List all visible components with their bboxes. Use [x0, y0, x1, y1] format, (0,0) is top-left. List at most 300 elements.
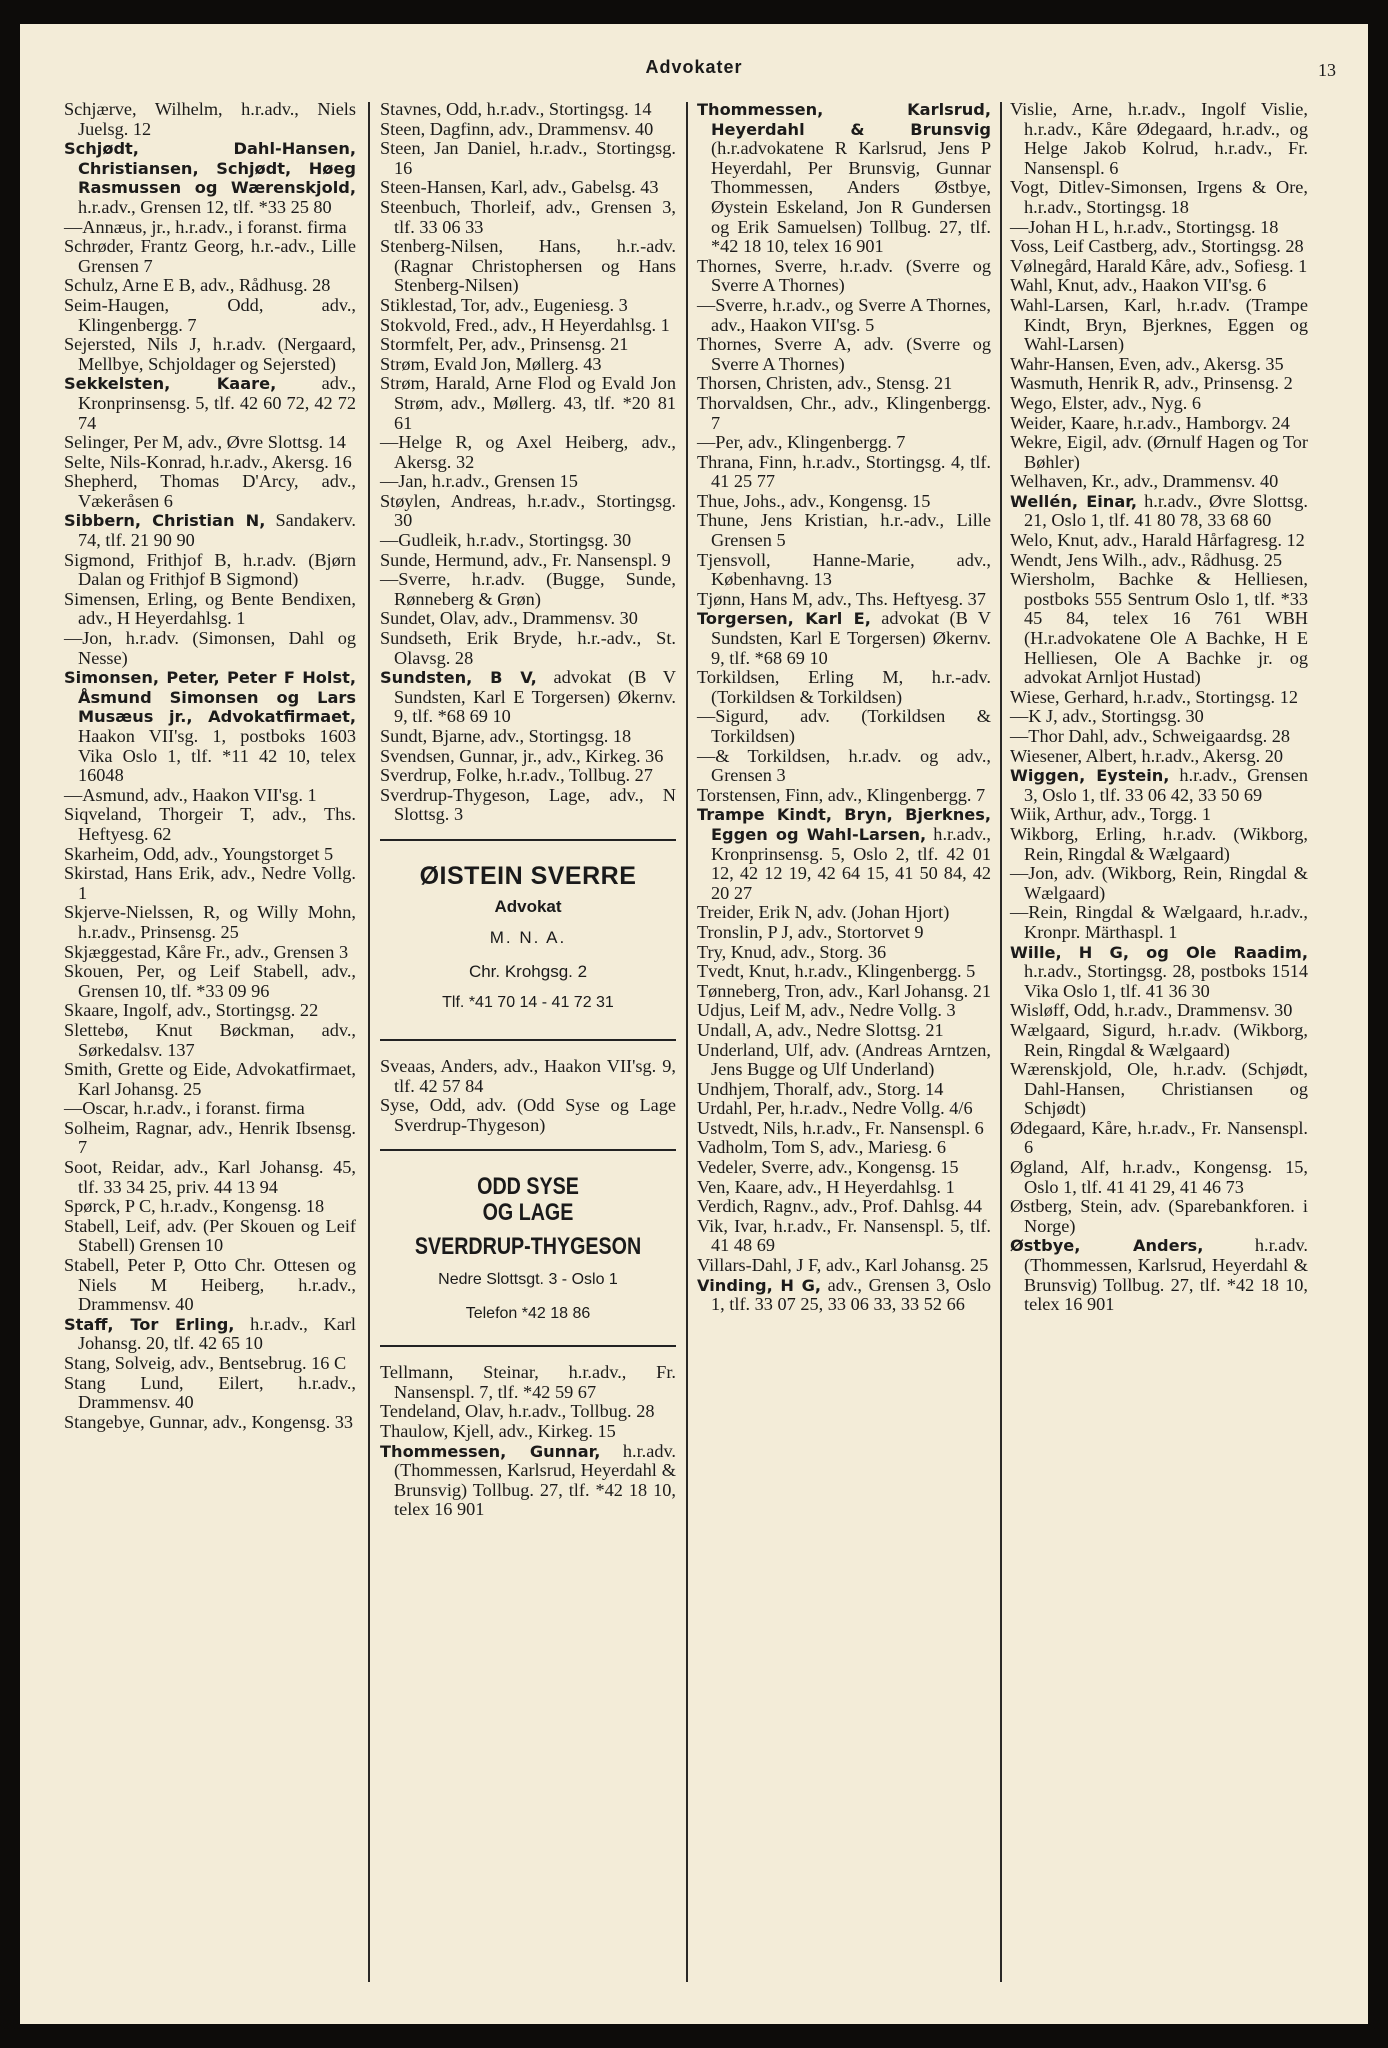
advert-name: ODD SYSE [477, 1173, 579, 1201]
entry-text: Schjærve, Wilhelm, h.r.adv., Niels Juelsg. 12 [64, 99, 356, 139]
directory-entry [697, 394, 991, 433]
entry-text: Simensen, Erling, og Bente Bendixen, adv., H Heyerdahlsg. 1 [64, 588, 356, 629]
directory-entry [1010, 355, 1308, 375]
entry-text: Steen, Dagfinn, adv., Drammensv. 40 [380, 118, 654, 139]
directory-entry [1010, 1060, 1308, 1119]
directory-entry [64, 511, 356, 550]
directory-entry [64, 1256, 356, 1315]
entry-text: —Jon, h.r.adv. (Simonsen, Dahl og Nesse) [64, 628, 356, 668]
directory-entry [64, 845, 356, 865]
directory-entry [697, 609, 991, 668]
entry-text: Thrana, Finn, h.r.adv., Stortingsg. 4, tlf. 41 25 77 [697, 451, 991, 492]
directory-entry [380, 727, 676, 747]
entry-text: Thorvaldsen, Chr., adv., Klingenbergg. 7 [697, 392, 991, 433]
directory-entry [380, 316, 676, 336]
directory-entry [1010, 100, 1308, 178]
directory-entry [697, 1138, 991, 1158]
entry-text: —Sverre, h.r.adv. (Bugge, Sunde, Rønneberg & Grøn) [380, 569, 676, 609]
directory-entry [64, 1021, 356, 1060]
directory-entry [64, 1197, 356, 1217]
entry-bold-name: Wiggen, Eystein, [1010, 766, 1170, 786]
directory-entry [1010, 276, 1308, 296]
directory-entry [697, 1197, 991, 1217]
entry-text: Stang Lund, Eilert, h.r.adv., Drammensv. 40 [64, 1372, 356, 1413]
entry-text: h.r.adv., Karl Johansg. 20, tlf. 42 65 10 [78, 1313, 356, 1354]
entry-text: Sverdrup-Thygeson, Lage, adv., N Slottsg. 3 [380, 784, 676, 825]
entry-text: Sigmond, Frithjof B, h.r.adv. (Bjørn Dalan og Frithjof B Sigmond) [64, 549, 356, 590]
directory-entry [1010, 727, 1308, 747]
directory-entry [64, 335, 356, 374]
entry-text: Ven, Kaare, adv., H Heyerdahlsg. 1 [697, 1176, 955, 1197]
directory-entry [697, 1041, 991, 1080]
directory-entry [64, 1001, 356, 1021]
ad-border-top [380, 1149, 676, 1151]
directory-entry [64, 237, 356, 276]
directory-entry [64, 1060, 356, 1099]
directory-entry [64, 139, 356, 217]
entry-text: Schulz, Arne E B, adv., Rådhusg. 28 [64, 275, 331, 296]
entry-text: Stabell, Leif, adv. (Per Skouen og Leif Stabell) Grensen 10 [64, 1215, 356, 1256]
directory-entry [1010, 374, 1308, 394]
directory-entry [697, 1080, 991, 1100]
directory-entry [697, 786, 991, 806]
directory-entry [1010, 178, 1308, 217]
entry-text: Tronslin, P J, adv., Stortorvet 9 [697, 921, 924, 942]
entry-text: Welhaven, Kr., adv., Drammensv. 40 [1010, 471, 1279, 492]
directory-entry [697, 923, 991, 943]
entry-text: Wisløff, Odd, h.r.adv., Drammensv. 30 [1010, 1000, 1293, 1021]
entry-text: Thaulow, Kjell, adv., Kirkeg. 15 [380, 1421, 616, 1442]
entry-text: Spørck, P C, h.r.adv., Kongensg. 18 [64, 1196, 325, 1217]
entry-text: —Sverre, h.r.adv., og Sverre A Thornes, adv., Haakon VII'sg. 5 [697, 294, 991, 335]
directory-entry [64, 668, 356, 786]
entry-bold-name: Sibbern, Christian N, [64, 511, 266, 531]
directory-entry [1010, 531, 1308, 551]
entry-text: Sveaas, Anders, adv., Haakon VII'sg. 9, tlf. 42 57 84 [380, 1055, 676, 1096]
directory-entry [64, 472, 356, 511]
entry-text: Voss, Leif Castberg, adv., Stortingsg. 28 [1010, 236, 1304, 257]
entry-bold-name: Sundsten, B V, [380, 668, 537, 688]
directory-entry [380, 1422, 676, 1442]
directory-entry [380, 668, 676, 727]
directory-entry [64, 805, 356, 844]
entry-text: Stiklestad, Tor, adv., Eugeniesg. 3 [380, 294, 628, 315]
entry-text: adv., Grensen 3, Oslo 1, tlf. 33 07 25, 33 06 33, 33 52 66 [711, 1274, 991, 1315]
entry-text: Selte, Nils-Konrad, h.r.adv., Akersg. 16 [64, 451, 352, 472]
directory-entry [697, 1158, 991, 1178]
directory-entry [697, 1119, 991, 1139]
advert-odd-syse [380, 1173, 676, 1323]
entry-text: Stormfelt, Per, adv., Prinsensg. 21 [380, 334, 629, 355]
directory-entry [1010, 1197, 1308, 1236]
entry-text: Tendeland, Olav, h.r.adv., Tollbug. 28 [380, 1401, 655, 1422]
directory-entry [697, 492, 991, 512]
entry-text: —Rein, Ringdal & Wælgaard, h.r.adv., Kronpr. Märthaspl. 1 [1010, 902, 1308, 942]
entry-text: Wælgaard, Sigurd, h.r.adv. (Wikborg, Rein, Ringdal & Wælgaard) [1010, 1019, 1308, 1060]
entry-text: Wendt, Jens Wilh., adv., Rådhusg. 25 [1010, 549, 1282, 570]
entry-bold-name: Thommessen, Gunnar, [380, 1441, 601, 1461]
entry-text: Sverdrup, Folke, h.r.adv., Tollbug. 27 [380, 765, 653, 786]
entry-bold-name: Wellén, Einar, [1010, 491, 1137, 511]
directory-entry [380, 433, 676, 472]
directory-entry [1010, 766, 1308, 805]
directory-entry [380, 570, 676, 609]
entry-text: Skouen, Per, og Leif Stabell, adv., Grensen 10, tlf. *33 09 96 [64, 961, 356, 1001]
entry-text: Udjus, Leif M, adv., Nedre Vollg. 3 [697, 1000, 956, 1021]
entry-text: Skjerve-Nielssen, R, og Willy Mohn, h.r.adv., Prinsensg. 25 [64, 902, 356, 942]
entry-text: —& Torkildsen, h.r.adv. og adv., Grensen 3 [697, 745, 991, 786]
entry-text: Welo, Knut, adv., Harald Hårfagresg. 12 [1010, 530, 1305, 551]
entry-text: —Jon, adv. (Wikborg, Rein, Ringdal & Wælgaard) [1010, 863, 1308, 903]
entry-text: Skirstad, Hans Erik, adv., Nedre Vollg. 1 [64, 863, 356, 903]
entry-text: Stang, Solveig, adv., Bentsebrug. 16 C [64, 1353, 347, 1373]
entry-text: Haakon VII'sg. 1, postboks 1603 Vika Oslo 1, tlf. *11 42 10, telex 16048 [78, 726, 356, 786]
directory-entry [1010, 551, 1308, 571]
directory-page [20, 24, 1368, 2024]
entry-text: Stavnes, Odd, h.r.adv., Stortingsg. 14 [380, 99, 652, 119]
directory-entry [380, 1096, 676, 1135]
advert-phone: Tlf. *41 70 14 - 41 72 31 [442, 994, 614, 1012]
column-1 [64, 100, 356, 1432]
directory-entry [64, 786, 356, 806]
directory-entry [697, 590, 991, 610]
entry-text: Sandakerv. 74, tlf. 21 90 90 [78, 510, 356, 551]
directory-entry [1010, 825, 1308, 864]
directory-entry [1010, 805, 1308, 825]
directory-entry [697, 1217, 991, 1256]
entry-text: Wiese, Gerhard, h.r.adv., Stortingsg. 12 [1010, 686, 1298, 707]
entry-bold-name: Torgersen, Karl E, [697, 609, 871, 629]
directory-entry [1010, 943, 1308, 1002]
entry-text: Wærenskjold, Ole, h.r.adv. (Schjødt, Dahl-Hansen, Christiansen og Schjødt) [1010, 1059, 1308, 1119]
entry-text: Selinger, Per M, adv., Øvre Slottsg. 14 [64, 432, 346, 453]
entry-text: Sundet, Olav, adv., Drammensv. 30 [380, 608, 638, 629]
entry-text: Wiersholm, Bachke & Helliesen, postboks 555 Sentrum Oslo 1, tlf. *33 45 84, telex 16 761 WBH (H.r.advokatene Ole A Bachke, H E Helliesen, Ole A Bachke jr. og advokat Arnljot Hustad) [1010, 569, 1308, 688]
advert-name: SVERDRUP-THYGESON [414, 1232, 642, 1260]
entry-text: Sunde, Hermund, adv., Fr. Nansenspl. 9 [380, 549, 671, 570]
entry-text: Vadholm, Tom S, adv., Mariesg. 6 [697, 1137, 947, 1158]
entry-text: Vogt, Ditlev-Simonsen, Irgens & Ore, h.r.adv., Stortingsg. 18 [1010, 177, 1308, 217]
directory-entry [697, 747, 991, 786]
directory-entry [697, 433, 991, 453]
entry-text: Vislie, Arne, h.r.adv., Ingolf Vislie, h.r.adv., Kåre Ødegaard, h.r.adv., og Helge Jakob Kolrud, h.r.adv., Fr. Nansenspl. 6 [1010, 99, 1308, 178]
advert-line: Advokat [494, 896, 562, 916]
entry-text: Sundt, Bjarne, adv., Stortingsg. 18 [380, 726, 632, 746]
entry-text: Thornes, Sverre, h.r.adv. (Sverre og Sverre A Thornes) [697, 255, 991, 296]
entry-text: —Asmund, adv., Haakon VII'sg. 1 [64, 784, 317, 805]
entry-text: Urdahl, Per, h.r.adv., Nedre Vollg. 4/6 [697, 1098, 973, 1119]
entry-text: Wahl-Larsen, Karl, h.r.adv. (Trampe Kindt, Bryn, Bjerknes, Eggen og Wahl-Larsen) [1010, 294, 1308, 355]
directory-entry [1010, 433, 1308, 472]
entry-text: Villars-Dahl, J F, adv., Karl Johansg. 25 [697, 1255, 989, 1276]
entry-text: h.r.adv., Øvre Slottsg. 21, Oslo 1, tlf. 41 80 78, 33 68 60 [1024, 490, 1308, 531]
directory-entry [1010, 1001, 1308, 1021]
directory-entry [1010, 492, 1308, 531]
entry-text: Wiik, Arthur, adv., Torgg. 1 [1010, 804, 1212, 825]
entry-text: Smith, Grette og Eide, Advokatfirmaet, Karl Johansg. 25 [64, 1059, 356, 1099]
entry-text: Strøm, Evald Jon, Møllerg. 43 [380, 353, 602, 374]
entry-bold-name: Thommessen, Karlsrud, Heyerdahl & Brunsvig [697, 100, 991, 139]
directory-entry [697, 1021, 991, 1041]
entry-text: Skaare, Ingolf, adv., Stortingsg. 22 [64, 1000, 319, 1021]
directory-entry [380, 747, 676, 767]
directory-entry [1010, 707, 1308, 727]
entry-text: Tjensvoll, Hanne-Marie, adv., Københavng. 13 [697, 549, 991, 590]
directory-entry [64, 374, 356, 433]
entry-bold-name: Sekkelsten, Kaare, [64, 374, 277, 394]
entry-text: Soot, Reidar, adv., Karl Johansg. 45, tlf. 33 34 25, priv. 44 13 94 [64, 1157, 356, 1197]
entry-text: Thorsen, Christen, adv., Stensg. 21 [697, 373, 953, 394]
entry-text: —Helge R, og Axel Heiberg, adv., Akersg. 32 [380, 432, 676, 472]
entry-text: Torstensen, Finn, adv., Klingenbergg. 7 [697, 784, 986, 805]
directory-entry [64, 1099, 356, 1119]
entry-text: —Gudleik, h.r.adv., Stortingsg. 30 [380, 530, 632, 551]
directory-entry [697, 257, 991, 296]
entry-text: Wiesener, Albert, h.r.adv., Akersg. 20 [1010, 745, 1284, 766]
directory-entry [697, 335, 991, 374]
advert-oistein-sverre [380, 861, 676, 1013]
column-divider [686, 102, 688, 1982]
advert-line: M. N. A. [489, 928, 567, 948]
directory-entry [1010, 257, 1308, 277]
entry-text: Schrøder, Frantz Georg, h.r.-adv., Lille Grensen 7 [64, 236, 356, 276]
directory-entry [64, 1119, 356, 1158]
directory-entry [380, 766, 676, 786]
directory-entry [697, 805, 991, 903]
directory-entry [64, 903, 356, 942]
directory-entry [697, 962, 991, 982]
entry-text: Svendsen, Gunnar, jr., adv., Kirkeg. 36 [380, 745, 664, 766]
directory-entry [380, 198, 676, 237]
entry-bold-name: Wille, H G, og Ole Raadim, [1010, 942, 1308, 962]
directory-entry [64, 1158, 356, 1197]
entry-text: Solheim, Ragnar, adv., Henrik Ibsensg. 7 [64, 1117, 356, 1158]
entry-text: —Johan H L, h.r.adv., Stortingsg. 18 [1010, 216, 1279, 237]
entry-bold-name: Østbye, Anders, [1010, 1236, 1204, 1256]
directory-entry [1010, 570, 1308, 688]
directory-entry [697, 374, 991, 394]
entry-text: Sundseth, Erik Bryde, h.r.-adv., St. Olavsg. 28 [380, 628, 676, 668]
directory-entry [697, 707, 991, 746]
directory-entry [64, 218, 356, 238]
directory-entry [380, 374, 676, 433]
directory-entry [1010, 472, 1308, 492]
entry-text: Slettebø, Knut Bøckman, adv., Sørkedalsv. 137 [64, 1019, 356, 1060]
entry-text: advokat (B V Sundsten, Karl E Torgersen) Økernv. 9, tlf. *68 69 10 [394, 667, 676, 727]
entry-text: Verdich, Ragnv., adv., Prof. Dahlsg. 44 [697, 1196, 982, 1217]
entry-text: Steen, Jan Daniel, h.r.adv., Stortingsg. 16 [380, 138, 676, 178]
entry-text: Skjæggestad, Kåre Fr., adv., Grensen 3 [64, 941, 349, 962]
entry-text: Sejersted, Nils J, h.r.adv. (Nergaard, Mellbye, Schjoldager og Sejersted) [64, 334, 356, 374]
directory-entry [697, 943, 991, 963]
advert-address: Nedre Slottsgt. 3 - Oslo 1 [438, 1271, 618, 1289]
column-divider [368, 102, 370, 1982]
directory-entry [697, 100, 991, 257]
entry-text: adv., Kronprinsensg. 5, tlf. 42 60 72, 42 72 74 [78, 373, 356, 433]
directory-entry [64, 962, 356, 1001]
directory-entry [64, 433, 356, 453]
directory-entry [64, 1374, 356, 1413]
directory-entry [380, 609, 676, 629]
advert-name: OG LAGE [482, 1198, 574, 1226]
entry-text: Østberg, Stein, adv. (Sparebankforen. i Norge) [1010, 1196, 1308, 1236]
directory-entry [697, 453, 991, 492]
directory-entry [64, 551, 356, 590]
entry-text: —Oscar, h.r.adv., i foranst. firma [64, 1098, 305, 1119]
directory-entry [1010, 1158, 1308, 1197]
entry-text: Ustvedt, Nils, h.r.adv., Fr. Nansenspl. 6 [697, 1117, 984, 1138]
directory-entry [380, 1363, 676, 1402]
entry-text: Steen-Hansen, Karl, adv., Gabelsg. 43 [380, 177, 659, 198]
entry-text: —K J, adv., Stortingsg. 30 [1010, 706, 1204, 727]
directory-entry [380, 139, 676, 178]
directory-entry [697, 511, 991, 550]
entry-text: Stokvold, Fred., adv., H Heyerdahlsg. 1 [380, 314, 670, 335]
entry-text: Støylen, Andreas, h.r.adv., Stortingsg. 30 [380, 490, 676, 531]
advert-phone: Telefon *42 18 86 [465, 1304, 591, 1322]
advert-name: ØISTEIN SVERRE [419, 861, 637, 890]
entry-text: Wego, Elster, adv., Nyg. 6 [1010, 392, 1202, 413]
directory-entry [1010, 864, 1308, 903]
entry-text: Siqveland, Thorgeir T, adv., Ths. Heftyesg. 62 [64, 804, 356, 844]
column-divider [1000, 102, 1002, 1982]
entry-text: Steenbuch, Thorleif, adv., Grensen 3, tlf. 33 06 33 [380, 196, 676, 237]
entry-text: h.r.adv. (Thommessen, Karlsrud, Heyerdahl & Brunsvig) Tollbug. 27, tlf. *42 18 10, telex 16 901 [394, 1440, 676, 1520]
entry-bold-name: Vinding, H G, [697, 1275, 822, 1295]
directory-entry [380, 551, 676, 571]
entry-bold-name: Staff, Tor Erling, [64, 1314, 235, 1334]
column-2 [380, 100, 676, 1520]
directory-entry [697, 1099, 991, 1119]
entry-text: Vedeler, Sverre, adv., Kongensg. 15 [697, 1157, 959, 1178]
directory-entry [380, 1402, 676, 1422]
directory-entry [1010, 1119, 1308, 1158]
directory-entry [380, 1057, 676, 1096]
directory-entry [697, 1276, 991, 1315]
directory-entry [64, 276, 356, 296]
directory-entry [64, 864, 356, 903]
directory-entry [697, 1256, 991, 1276]
directory-entry [380, 1442, 676, 1520]
ad-border-top [380, 839, 676, 841]
entry-text: Thornes, Sverre A, adv. (Sverre og Sverre A Thornes) [697, 334, 991, 374]
entry-bold-name: Schjødt, Dahl-Hansen, Christiansen, Schjødt, Høeg Rasmussen og Wærenskjold, [64, 139, 356, 198]
entry-text: Try, Knud, adv., Storg. 36 [697, 941, 887, 962]
entry-text: h.r.adv. (Thommessen, Karlsrud, Heyerdahl & Brunsvig) Tollbug. 27, tlf. *42 18 10, telex 16 901 [1024, 1235, 1308, 1315]
entry-text: Undall, A, adv., Nedre Slottsg. 21 [697, 1019, 944, 1040]
directory-entry [380, 178, 676, 198]
entry-text: Stenberg-Nilsen, Hans, h.r.-adv. (Ragnar Christophersen og Hans Stenberg-Nilsen) [380, 236, 676, 296]
directory-entry [380, 296, 676, 316]
entry-text: —Thor Dahl, adv., Schweigaardsg. 28 [1010, 726, 1291, 746]
directory-entry [64, 453, 356, 473]
page-header-title: Advokater [645, 57, 743, 77]
directory-entry [380, 472, 676, 492]
directory-entry [1010, 747, 1308, 767]
directory-entry [380, 786, 676, 825]
directory-entry [380, 492, 676, 531]
entry-text: Thue, Johs., adv., Kongensg. 15 [697, 490, 931, 511]
directory-entry [697, 668, 991, 707]
entry-text: Undhjem, Thoralf, adv., Storg. 14 [697, 1078, 944, 1099]
entry-text: —Sigurd, adv. (Torkildsen & Torkildsen) [697, 706, 991, 746]
directory-entry [64, 590, 356, 629]
entry-text: Treider, Erik N, adv. (Johan Hjort) [697, 902, 950, 923]
directory-entry [697, 982, 991, 1002]
directory-entry [380, 237, 676, 296]
entry-text: h.r.adv., Stortingsg. 28, postboks 1514 Vika Oslo 1, tlf. 41 36 30 [1024, 961, 1308, 1001]
entry-text: Wekre, Eigil, adv. (Ørnulf Hagen og Tor Bøhler) [1010, 432, 1308, 472]
entry-text: —Annæus, jr., h.r.adv., i foranst. firma [64, 216, 347, 237]
entry-text: Ødegaard, Kåre, h.r.adv., Fr. Nansenspl. 6 [1010, 1117, 1308, 1158]
directory-entry [1010, 414, 1308, 434]
directory-entry [1010, 903, 1308, 942]
entry-text: Thune, Jens Kristian, h.r.-adv., Lille Grensen 5 [697, 510, 991, 551]
entry-text: Torkildsen, Erling M, h.r.-adv. (Torkildsen & Torkildsen) [697, 667, 991, 707]
directory-entry [64, 943, 356, 963]
entry-text: (h.r.advokatene R Karlsrud, Jens P Heyerdahl, Per Brunsvig, Gunnar Thommessen, Anders Østbye, Øystein Eskeland, Jon R Gundersen og Erik Samuelsen) Tollbug. 27, tlf. *42 18 10, telex 16 901 [711, 138, 991, 257]
column-4 [1010, 100, 1308, 1315]
entry-text: Wikborg, Erling, h.r.adv. (Wikborg, Rein, Ringdal & Wælgaard) [1010, 823, 1308, 864]
directory-entry [1010, 1021, 1308, 1060]
advert-line: Chr. Krohgsg. 2 [468, 961, 588, 981]
entry-bold-name: Simonsen, Peter, Peter F Holst, Åsmund Simonsen og Lars Musæus jr., Advokatfirmaet, [64, 668, 356, 727]
entry-text: Wasmuth, Henrik R, adv., Prinsensg. 2 [1010, 373, 1293, 394]
directory-entry [380, 335, 676, 355]
directory-entry [1010, 237, 1308, 257]
directory-entry [697, 903, 991, 923]
entry-text: Stangebye, Gunnar, adv., Kongensg. 33 [64, 1411, 353, 1432]
directory-entry [64, 1354, 356, 1374]
entry-text: Øgland, Alf, h.r.adv., Kongensg. 15, Oslo 1, tlf. 41 41 29, 41 46 73 [1010, 1157, 1308, 1197]
entry-text: Vik, Ivar, h.r.adv., Fr. Nansenspl. 5, tlf. 41 48 69 [697, 1215, 991, 1256]
entry-text: Weider, Kaare, h.r.adv., Hamborgv. 24 [1010, 412, 1290, 433]
column-3 [697, 100, 991, 1315]
directory-entry [1010, 394, 1308, 414]
page-number: 13 [1318, 60, 1336, 80]
directory-entry [380, 629, 676, 668]
entry-text: h.r.adv., Grensen 12, tlf. *33 25 80 [78, 196, 332, 217]
entry-text: h.r.adv., Kronprinsensg. 5, Oslo 2, tlf. 42 01 12, 42 12 19, 42 64 15, 41 50 84, 42 20 27 [711, 823, 992, 903]
directory-entry [380, 120, 676, 140]
directory-entry [1010, 1236, 1308, 1314]
directory-entry [380, 531, 676, 551]
directory-entry [64, 1217, 356, 1256]
directory-entry [380, 100, 676, 120]
directory-entry [64, 296, 356, 335]
directory-entry [64, 1413, 356, 1433]
entry-text: —Jan, h.r.adv., Grensen 15 [380, 471, 578, 492]
directory-entry [1010, 296, 1308, 355]
entry-text: h.r.adv., Grensen 3, Oslo 1, tlf. 33 06 42, 33 50 69 [1024, 765, 1308, 805]
directory-entry [64, 629, 356, 668]
entry-text: Syse, Odd, adv. (Odd Syse og Lage Sverdrup-Thygeson) [380, 1095, 676, 1135]
entry-text: Vølnegård, Harald Kåre, adv., Sofiesg. 1 [1010, 255, 1308, 276]
entry-text: —Per, adv., Klingenbergg. 7 [697, 432, 906, 453]
entry-text: Underland, Ulf, adv. (Andreas Arntzen, Jens Bugge og Ulf Underland) [697, 1039, 991, 1080]
entry-text: Tjønn, Hans M, adv., Ths. Heftyesg. 37 [697, 588, 986, 609]
entry-text: Tvedt, Knut, h.r.adv., Klingenbergg. 5 [697, 961, 976, 982]
entry-text: Seim-Haugen, Odd, adv., Klingenbergg. 7 [64, 294, 356, 335]
entry-text: Tellmann, Steinar, h.r.adv., Fr. Nansenspl. 7, tlf. *42 59 67 [380, 1362, 676, 1402]
entry-text: Wahl, Knut, adv., Haakon VII'sg. 6 [1010, 275, 1267, 296]
directory-entry [697, 551, 991, 590]
entry-text: Wahr-Hansen, Even, adv., Akersg. 35 [1010, 353, 1284, 374]
entry-text: Shepherd, Thomas D'Arcy, adv., Vækeråsen 6 [64, 471, 356, 511]
directory-entry [64, 1315, 356, 1354]
entry-text: Strøm, Harald, Arne Flod og Evald Jon Strøm, adv., Møllerg. 43, tlf. *20 81 61 [380, 373, 676, 433]
entry-text: Skarheim, Odd, adv., Youngstorget 5 [64, 843, 334, 864]
